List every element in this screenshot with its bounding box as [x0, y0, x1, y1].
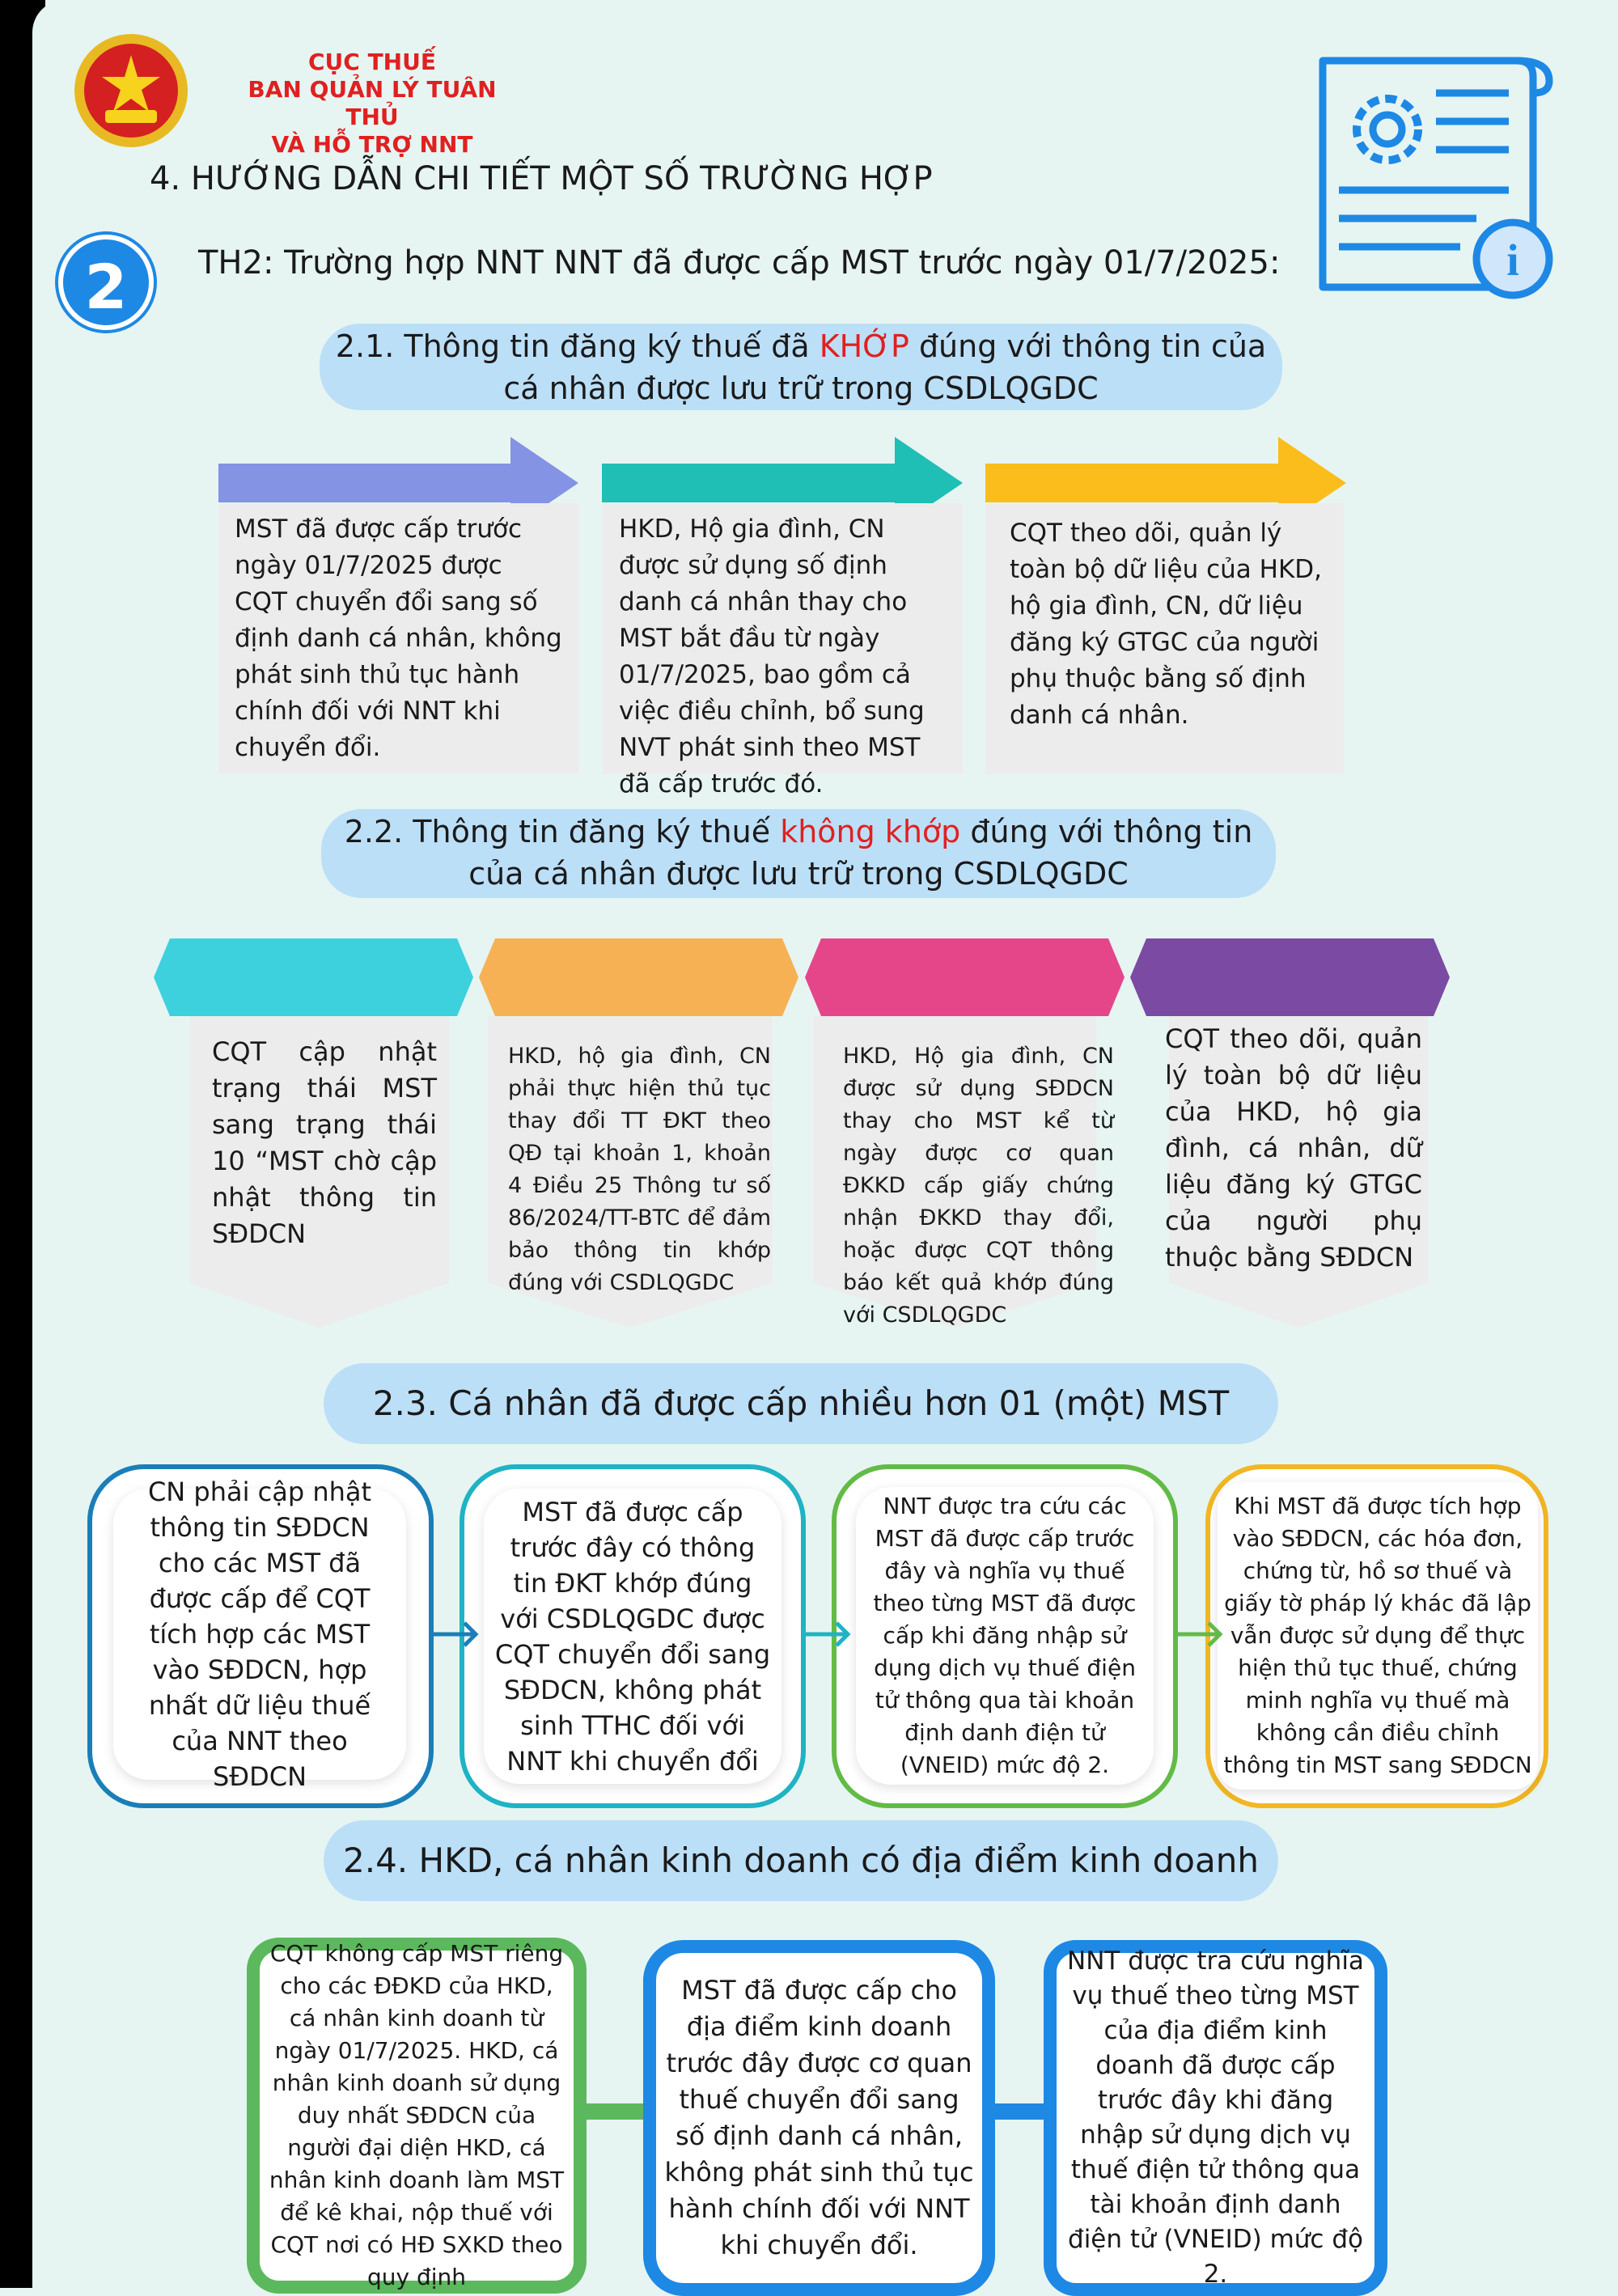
left-edge-curve — [32, 0, 65, 2288]
org-line-3: VÀ HỖ TRỢ NNT — [271, 131, 473, 158]
s21-box-1: MST đã được cấp trước ngày 01/7/2025 được CQT chuyển đổi sang số định danh cá nhân, không phát sinh thủ tục hành chính đối với NNT khi chuyển đổi. — [218, 503, 578, 774]
s22-box-2: HKD, hộ gia đình, CN phải thực hiện thủ tục thay đổi TT ĐKT theo QĐ tại khoản 1, khoản 4 Điều 25 Thông tư số 86/2024/TT-BTC để đảm bảo thông tin khớp đúng với CSDLQGDC — [508, 1044, 771, 1295]
s22-hex-2 — [479, 938, 798, 1016]
s23-connector-arrows — [429, 1610, 1618, 1658]
s22-hex-1 — [154, 938, 473, 1016]
s23-card-3: NNT được tra cứu các MST đã được cấp trước đây và nghĩa vụ thuế theo từng MST đã được cấp khi đăng nhập sử dụng dịch vụ thuế điện tử thông qua tài khoản định danh điện tử (VNEID) mức độ 2. — [856, 1487, 1154, 1785]
s23-card-4: Khi MST đã được tích hợp vào SĐDCN, các hóa đơn, chứng từ, hồ sơ thuế và giấy tờ pháp lý khác đã lập vẫn được sử dụng để thực hiện thủ tục thuế, chứng minh nghĩa vụ thuế mà không cần điều chỉnh thông tin MST sang SĐDCN — [1218, 1482, 1538, 1790]
s22-box-3: HKD, Hộ gia đình, CN được sử dụng SĐDCN thay cho MST kể từ ngày được cơ quan ĐKKD cấp giấy chứng nhận ĐKKD thay đổi, hoặc được CQT thông báo kết quả khớp đúng với CSDLQGDC — [843, 1044, 1114, 1328]
section-2-4-title: 2.4. HKD, cá nhân kinh doanh có địa điểm kinh doanh — [324, 1820, 1278, 1901]
org-line-2: BAN QUẢN LÝ TUÂN THỦ — [248, 76, 497, 130]
svg-text:i: i — [1506, 235, 1519, 285]
s24-box-3: NNT được tra cứu nghĩa vụ thuế theo từng MST của địa điểm kinh doanh đã được cấp trước đây khi đăng nhập sử dụng dịch vụ thuế điện tử thông qua tài khoản định danh điện tử (VNEID) mức độ 2. — [1044, 1940, 1387, 2296]
section-2-2-title: 2.2. Thông tin đăng ký thuế không khớp đúng với thông tin của cá nhân được lưu trữ trong CSDLQGDC — [321, 809, 1276, 898]
document-gear-info-icon — [1315, 44, 1557, 303]
case-title: TH2: Trường hợp NNT NNT đã được cấp MST trước ngày 01/7/2025: — [198, 244, 1281, 282]
s22-box-4: CQT theo dõi, quản lý toàn bộ dữ liệu của HKD, hộ gia đình, cá nhân, dữ liệu đăng ký GTGC của người phụ thuộc bằng SĐDCN — [1165, 1023, 1422, 1273]
s23-card-2: MST đã được cấp trước đây có thông tin ĐKT khớp đúng với CSDLQGDC được CQT chuyển đổi sang SĐDCN, không phát sinh TTHC đối với NNT khi chuyển đổi — [484, 1489, 781, 1784]
s23-card-1: CN phải cập nhật thông tin SĐDCN cho các MST đã được cấp để CQT tích hợp các MST vào SĐDCN, hợp nhất dữ liệu thuế của NNT theo SĐDCN — [113, 1489, 406, 1780]
s22-hex-headers — [154, 938, 1464, 1019]
case-number-badge: 2 — [58, 235, 154, 330]
s24-box-2: MST đã được cấp cho địa điểm kinh doanh trước đây được cơ quan thuế chuyển đổi sang số định danh cá nhân, không phát sinh thủ tục hành chính đối với NNT khi chuyển đổi. — [643, 1940, 995, 2296]
s24-box-1: CQT không cấp MST riêng cho các ĐĐKD của HKD, cá nhân kinh doanh từ ngày 01/7/2025. HKD, cá nhân kinh doanh sử dụng duy nhất SĐDCN của người đại diện HKD, cá nhân kinh doanh làm MST để kê khai, nộp thuế với CQT nơi có HĐ SXKD theo quy định — [247, 1938, 587, 2294]
section-2-3-title: 2.3. Cá nhân đã được cấp nhiều hơn 01 (một) MST — [324, 1363, 1278, 1444]
section-2-1-title: 2.1. Thông tin đăng ký thuế đã KHỚP đúng với thông tin của cá nhân được lưu trữ trong CSDLQGDC — [320, 324, 1282, 410]
s22-box-1: CQT cập nhật trạng thái MST sang trạng thái 10 “MST chờ cập nhật thông tin SĐDCN — [212, 1036, 437, 1249]
s21-box-2: HKD, Hộ gia đình, CN được sử dụng số định danh cá nhân thay cho MST bắt đầu từ ngày 01/7/2025, bao gồm cả việc điều chỉnh, bổ sung NVT phát sinh theo MST đã cấp trước đó. — [603, 503, 963, 774]
national-emblem-icon — [73, 32, 190, 150]
s21-box-3: CQT theo dõi, quản lý toàn bộ dữ liệu của HKD, hộ gia đình, CN, dữ liệu đăng ký GTGC của người phụ thuộc bằng số định danh cá nhân. — [985, 503, 1344, 774]
org-line-1: CỤC THUẾ — [308, 49, 436, 75]
s22-hex-3 — [805, 938, 1125, 1016]
s22-hex-4 — [1130, 938, 1450, 1016]
section-title: 4. HƯỚNG DẪN CHI TIẾT MỘT SỐ TRƯỜNG HỢP — [150, 160, 933, 197]
